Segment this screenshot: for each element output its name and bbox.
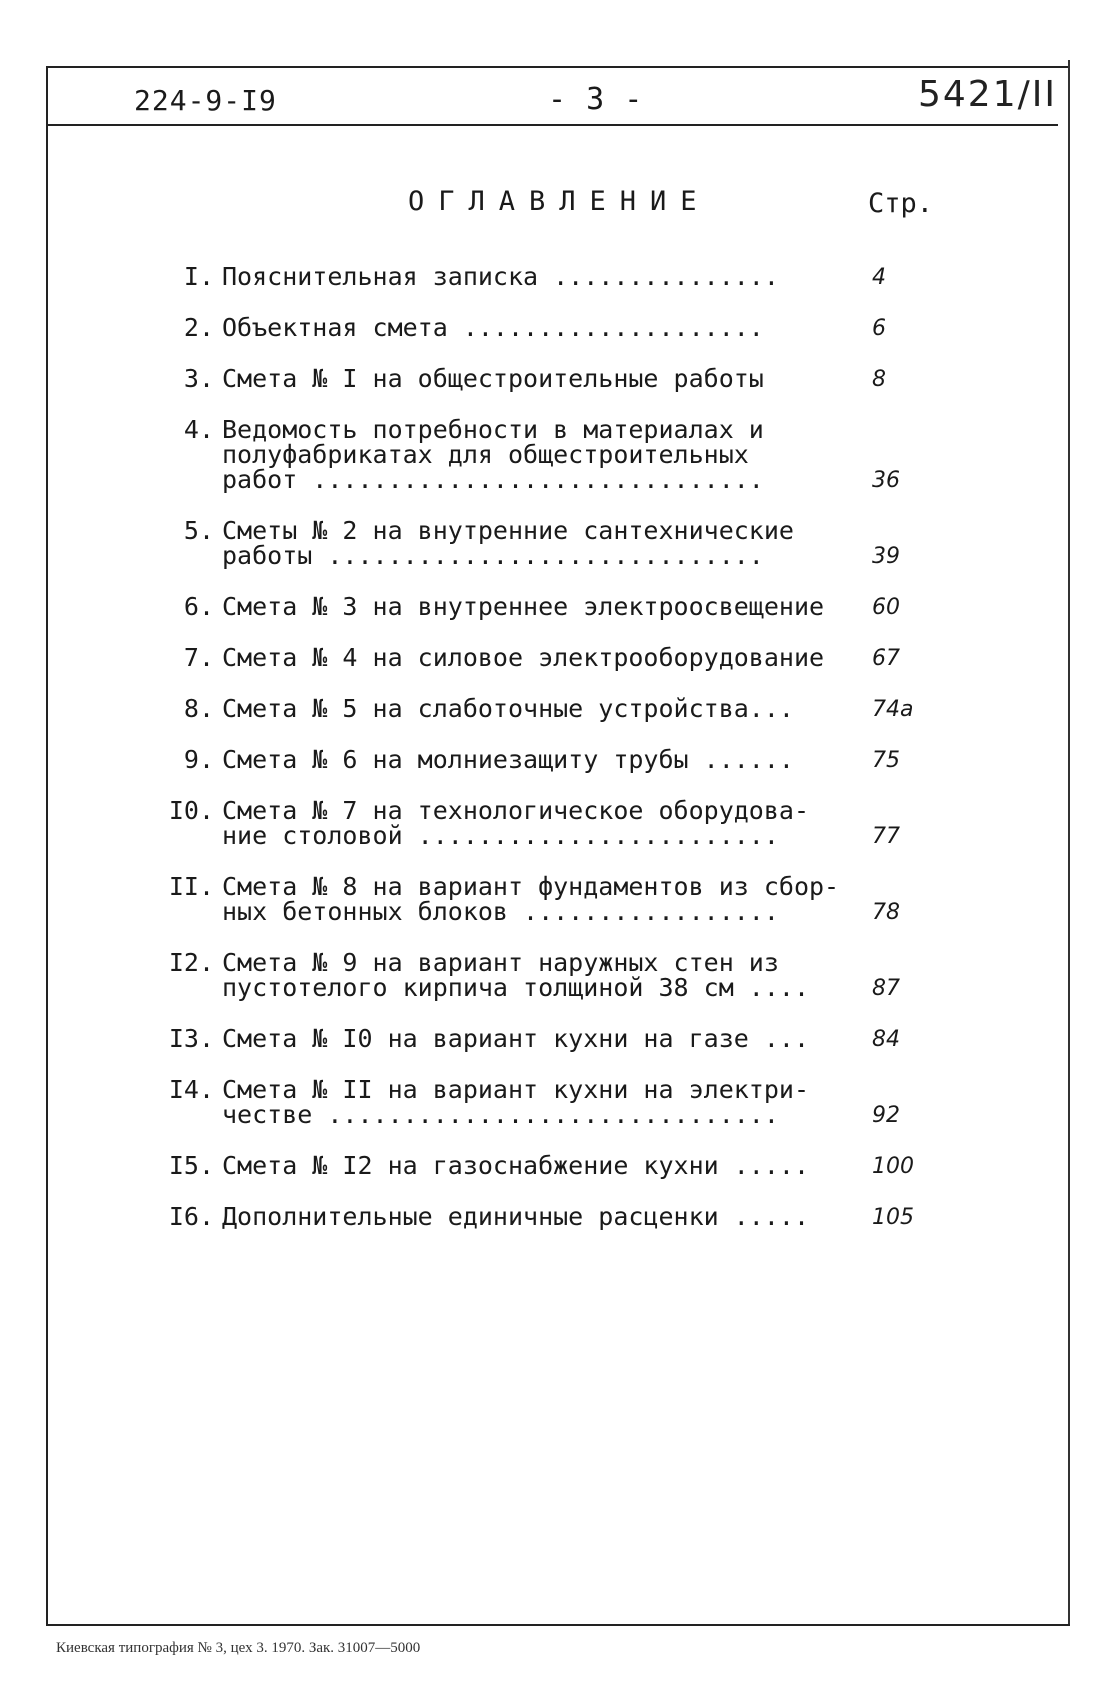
toc-page-column-label: Стр. (868, 188, 934, 219)
toc-item (150, 874, 970, 924)
page-frame-right (1068, 60, 1070, 1626)
toc-item-page: 74а (872, 697, 914, 722)
toc-item-page: 36 (872, 468, 900, 493)
toc-item-page: 78 (872, 900, 900, 925)
toc-item-page: 105 (872, 1205, 914, 1230)
toc-item-page: 75 (872, 748, 900, 773)
toc-item-number: I6. (168, 1202, 214, 1231)
toc-item-title: Смета № 6 на молниезащиту трубы ...... (222, 745, 794, 774)
toc-item-page: 8 (872, 367, 886, 392)
toc-item-number: II. (168, 872, 214, 901)
header-divider (46, 124, 1058, 126)
toc-item (150, 518, 970, 568)
toc-item (150, 264, 970, 289)
toc-item-number: 5. (183, 516, 214, 545)
archive-number: 5421/II (918, 74, 1057, 115)
toc-item-page: 60 (872, 595, 900, 620)
toc-item-number: I4. (168, 1075, 214, 1104)
toc-item-page: 4 (872, 265, 886, 290)
toc-item-title: Смета № 5 на слаботочные устройства... (222, 694, 794, 723)
toc-item (150, 1077, 970, 1127)
toc-item-title: Смета № I2 на газоснабжение кухни ..... (222, 1151, 809, 1180)
toc-item-title: Дополнительные единичные расценки ..... (222, 1202, 809, 1231)
toc-item (150, 950, 970, 1000)
toc-item-number: 8. (183, 694, 214, 723)
toc-item-title: Смета № I на общестроительные работы (222, 364, 764, 393)
page-frame-top (46, 66, 1070, 68)
toc-item-page: 87 (872, 976, 900, 1001)
toc-item-number: I2. (168, 948, 214, 977)
toc-item (150, 417, 970, 492)
toc-item-number: I3. (168, 1024, 214, 1053)
toc-item-number: I. (183, 262, 214, 291)
toc-item (150, 315, 970, 340)
toc-item-page: 100 (872, 1154, 914, 1179)
toc-item-number: 3. (183, 364, 214, 393)
toc-item-number: 4. (183, 415, 214, 444)
toc-item-number: 9. (183, 745, 214, 774)
toc-item (150, 645, 970, 670)
toc-item (150, 594, 970, 619)
toc-item (150, 1204, 970, 1229)
toc-item-page: 39 (872, 544, 900, 569)
page-frame-bottom (46, 1624, 1070, 1626)
toc-item-number: I0. (168, 796, 214, 825)
toc-item-title: Смета № II на вариант кухни на электри- честве .............................. (222, 1075, 809, 1129)
toc-item-page: 6 (872, 316, 886, 341)
page-frame-left (46, 66, 48, 1626)
printer-imprint: Киевская типография № 3, цех 3. 1970. Зак. 31007—5000 (56, 1640, 421, 1656)
toc-item-number: 6. (183, 592, 214, 621)
toc-item-title: Смета № 3 на внутреннее электроосвещение (222, 592, 825, 621)
toc-item (150, 1026, 970, 1051)
toc-item-number: 2. (183, 313, 214, 342)
toc-item (150, 1153, 970, 1178)
toc-list (150, 264, 970, 1255)
toc-item (150, 798, 970, 848)
toc-item (150, 747, 970, 772)
toc-item-title: Пояснительная записка ............... (222, 262, 779, 291)
toc-item-title: Ведомость потребности в материалах и полуфабрикатах для общестроительных работ .............................. (222, 415, 764, 494)
page-number: - 3 - (548, 82, 644, 117)
toc-item-page: 67 (872, 646, 900, 671)
toc-item (150, 696, 970, 721)
toc-item-title: Смета № 9 на вариант наружных стен из пустотелого кирпича толщиной 38 см .... (222, 948, 809, 1002)
toc-item-title: Объектная смета .................... (222, 313, 764, 342)
toc-item-number: I5. (168, 1151, 214, 1180)
toc-item-page: 84 (872, 1027, 900, 1052)
toc-item-page: 92 (872, 1103, 900, 1128)
toc-item-number: 7. (183, 643, 214, 672)
toc-item-title: Смета № 4 на силовое электрооборудование (222, 643, 825, 672)
toc-item-title: Смета № 7 на технологическое оборудова- ние столовой ........................ (222, 796, 809, 850)
toc-item-page: 77 (872, 824, 900, 849)
toc-title: ОГЛАВЛЕНИЕ (408, 186, 711, 217)
toc-item-title: Сметы № 2 на внутренние сантехнические работы ............................. (222, 516, 794, 570)
toc-item-title: Смета № I0 на вариант кухни на газе ... (222, 1024, 809, 1053)
toc-item-title: Смета № 8 на вариант фундаментов из сбор- ных бетонных блоков ................. (222, 872, 840, 926)
document-code: 224-9-I9 (134, 84, 277, 117)
toc-item (150, 366, 970, 391)
